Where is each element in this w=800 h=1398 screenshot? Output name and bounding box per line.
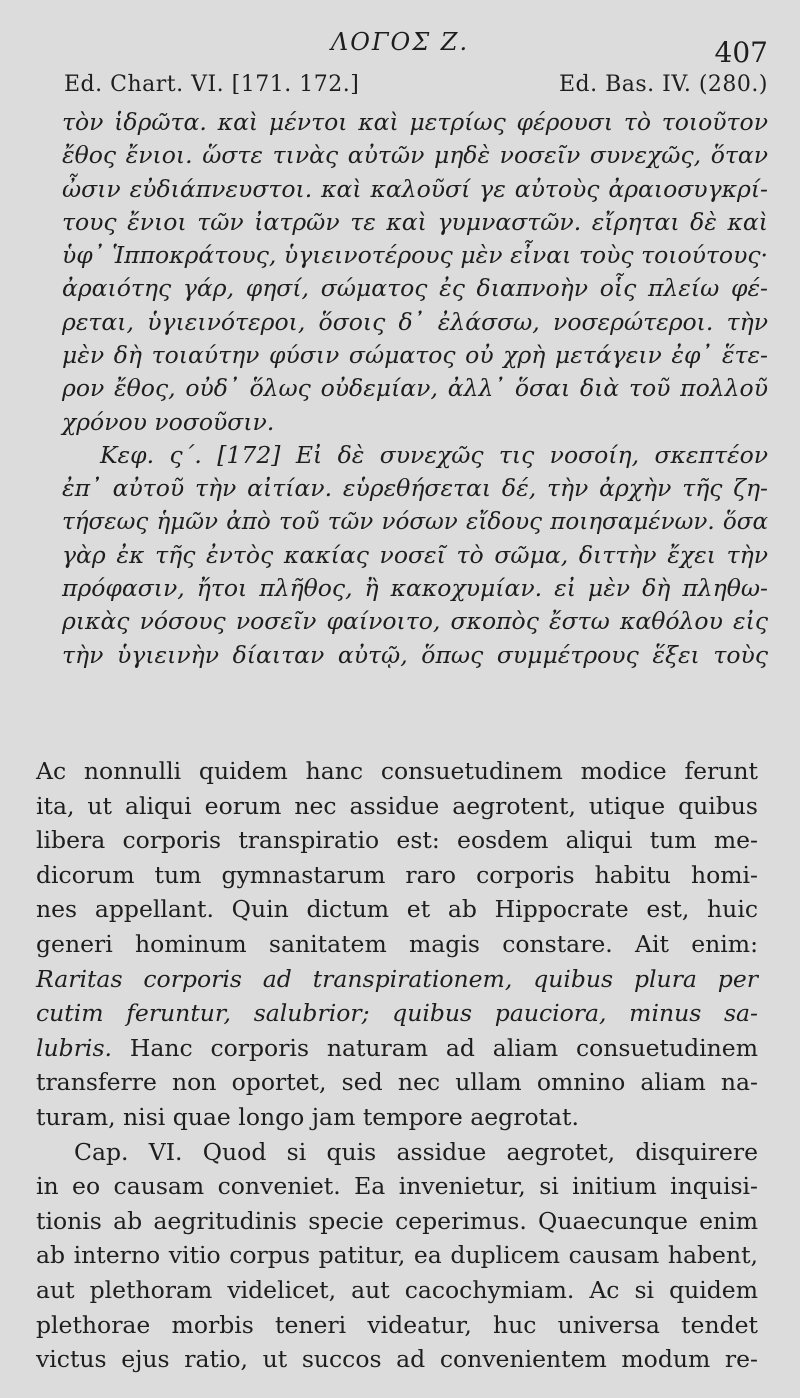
greek-line: ἐπ᾽ αὐτοῦ τὴν αἰτίαν. εὑρεθήσεται δέ, τὴν ἀρχὴν τῆς ζη- [62,474,768,503]
greek-line: τὸν ἱδρῶτα. καὶ μέντοι καὶ μετρίως φέρουσι τὸ τοιοῦτον [62,108,768,136]
greek-line: τὴν ὑγιεινὴν δίαιταν αὐτῷ, ὅπως συμμέτρους ἕξει τοὺς [62,640,768,669]
latin-line: victus ejus ratio, ut succos ad convenientem modum re- [36,1345,758,1374]
greek-line: ρον ἔθος, οὐδ᾽ ὅλως οὐδεμίαν, ἀλλ᾽ ὅσαι διὰ τοῦ πολλοῦ [62,374,768,403]
latin-line: tionis ab aegritudinis specie ceperimus. Quaecunque enim [36,1206,758,1235]
greek-line: ρικὰς νόσους νοσεῖν φαίνοιτο, σκοπὸς ἔστω καθόλου εἰς [62,607,768,636]
greek-line: ἀραιότης γάρ, φησί, σώματος ἐς διαπνοὴν οἷς πλείω φέ- [62,274,768,303]
latin-line: plethorae morbis teneri videatur, huc universa tendet [36,1310,758,1339]
greek-line: πρόφασιν, ἤτοι πλῆθος, ἢ κακοχυμίαν. εἰ μὲν δὴ πληθω- [62,574,768,603]
latin-line: dicorum tum gymnastarum raro corporis habitu homi- [36,860,758,889]
latin-quotation-line: Raritas corporis ad transpirationem, quibus plura per [36,964,758,993]
greek-chapter-heading-line: Κεφ. ς΄. [172] Εἰ δὲ συνεχῶς τις νοσοίη, σκεπτέον [100,440,768,469]
greek-line: γὰρ ἐκ τῆς ἐντὸς κακίας νοσεῖ τὸ σῶμα, διττὴν ἔχει τὴν [62,540,768,569]
latin-line: nes appellant. Quin dictum et ab Hippocrate est, huic [36,895,758,924]
edition-reference-chartier: Ed. Chart. VI. [171. 172.] [64,72,360,97]
latin-line: transferre non oportet, sed nec ullam omnino aliam na- [36,1068,758,1097]
latin-mixed-line [36,1031,758,1066]
latin-quotation-end: lubris. [36,1033,112,1062]
greek-line: μὲν δὴ τοιαύτην φύσιν σώματος οὐ χρὴ μετάγειν ἐφ᾽ ἕτε- [62,341,768,370]
greek-line: τήσεως ἡμῶν ἀπὸ τοῦ τῶν νόσων εἴδους ποιησαμένων. ὅσα [62,508,768,535]
edition-reference-basel: Ed. Bas. IV. (280.) [558,72,768,97]
latin-line: libera corporis transpiratio est: eosdem aliqui tum me- [36,826,758,855]
greek-line: ὦσιν εὐδιάπνευστοι. καὶ καλοῦσί γε αὐτοὺς ἀραιοσυγκρί- [62,174,768,203]
latin-chapter-heading-line: Cap. VI. Quod si quis assidue aegrotet, disquirere [74,1137,758,1166]
latin-line: ab interno vitio corpus patitur, ea duplicem causam habent, [36,1241,758,1270]
latin-line: ita, ut aliqui eorum nec assidue aegrotent, utique quibus [36,791,758,820]
latin-line: turam, nisi quae longo jam tempore aegrotat. [36,1102,579,1131]
greek-line: τους ἔνιοι τῶν ἰατρῶν τε καὶ γυμναστῶν. εἴρηται δὲ καὶ [62,207,768,236]
page-number: 407 [714,36,768,69]
greek-line: ἔθος ἔνιοι. ὥστε τινὰς αὐτῶν μηδὲ νοσεῖν συνεχῶς, ὅταν [62,141,768,170]
latin-line: generi hominum sanitatem magis constare. Ait enim: [36,929,758,958]
running-title: ΛΟΓΟΣ Ζ. [330,28,470,56]
latin-line: Ac nonnulli quidem hanc consuetudinem modice ferunt [36,757,758,785]
greek-line: ρεται, ὑγιεινότεροι, ὅσοις δ᾽ ἐλάσσω, νοσερώτεροι. τὴν [62,307,768,336]
latin-line-continuation: Hanc corporis naturam ad aliam consuetudinem [129,1033,758,1062]
latin-line: in eo causam conveniet. Ea invenietur, si initium inquisi- [36,1172,758,1201]
greek-line: χρόνου νοσοῦσιν. [62,407,275,436]
latin-translation-block [36,754,758,1377]
greek-text-block [62,106,768,672]
latin-line: aut plethoram videlicet, aut cacochymiam. Ac si quidem [36,1275,758,1304]
greek-line: ὑφ᾽ Ἱπποκράτους, ὑγιεινοτέρους μὲν εἶναι τοὺς τοιούτους· [62,241,768,270]
latin-quotation-line: cutim feruntur, salubrior; quibus pauciora, minus sa- [36,999,758,1028]
